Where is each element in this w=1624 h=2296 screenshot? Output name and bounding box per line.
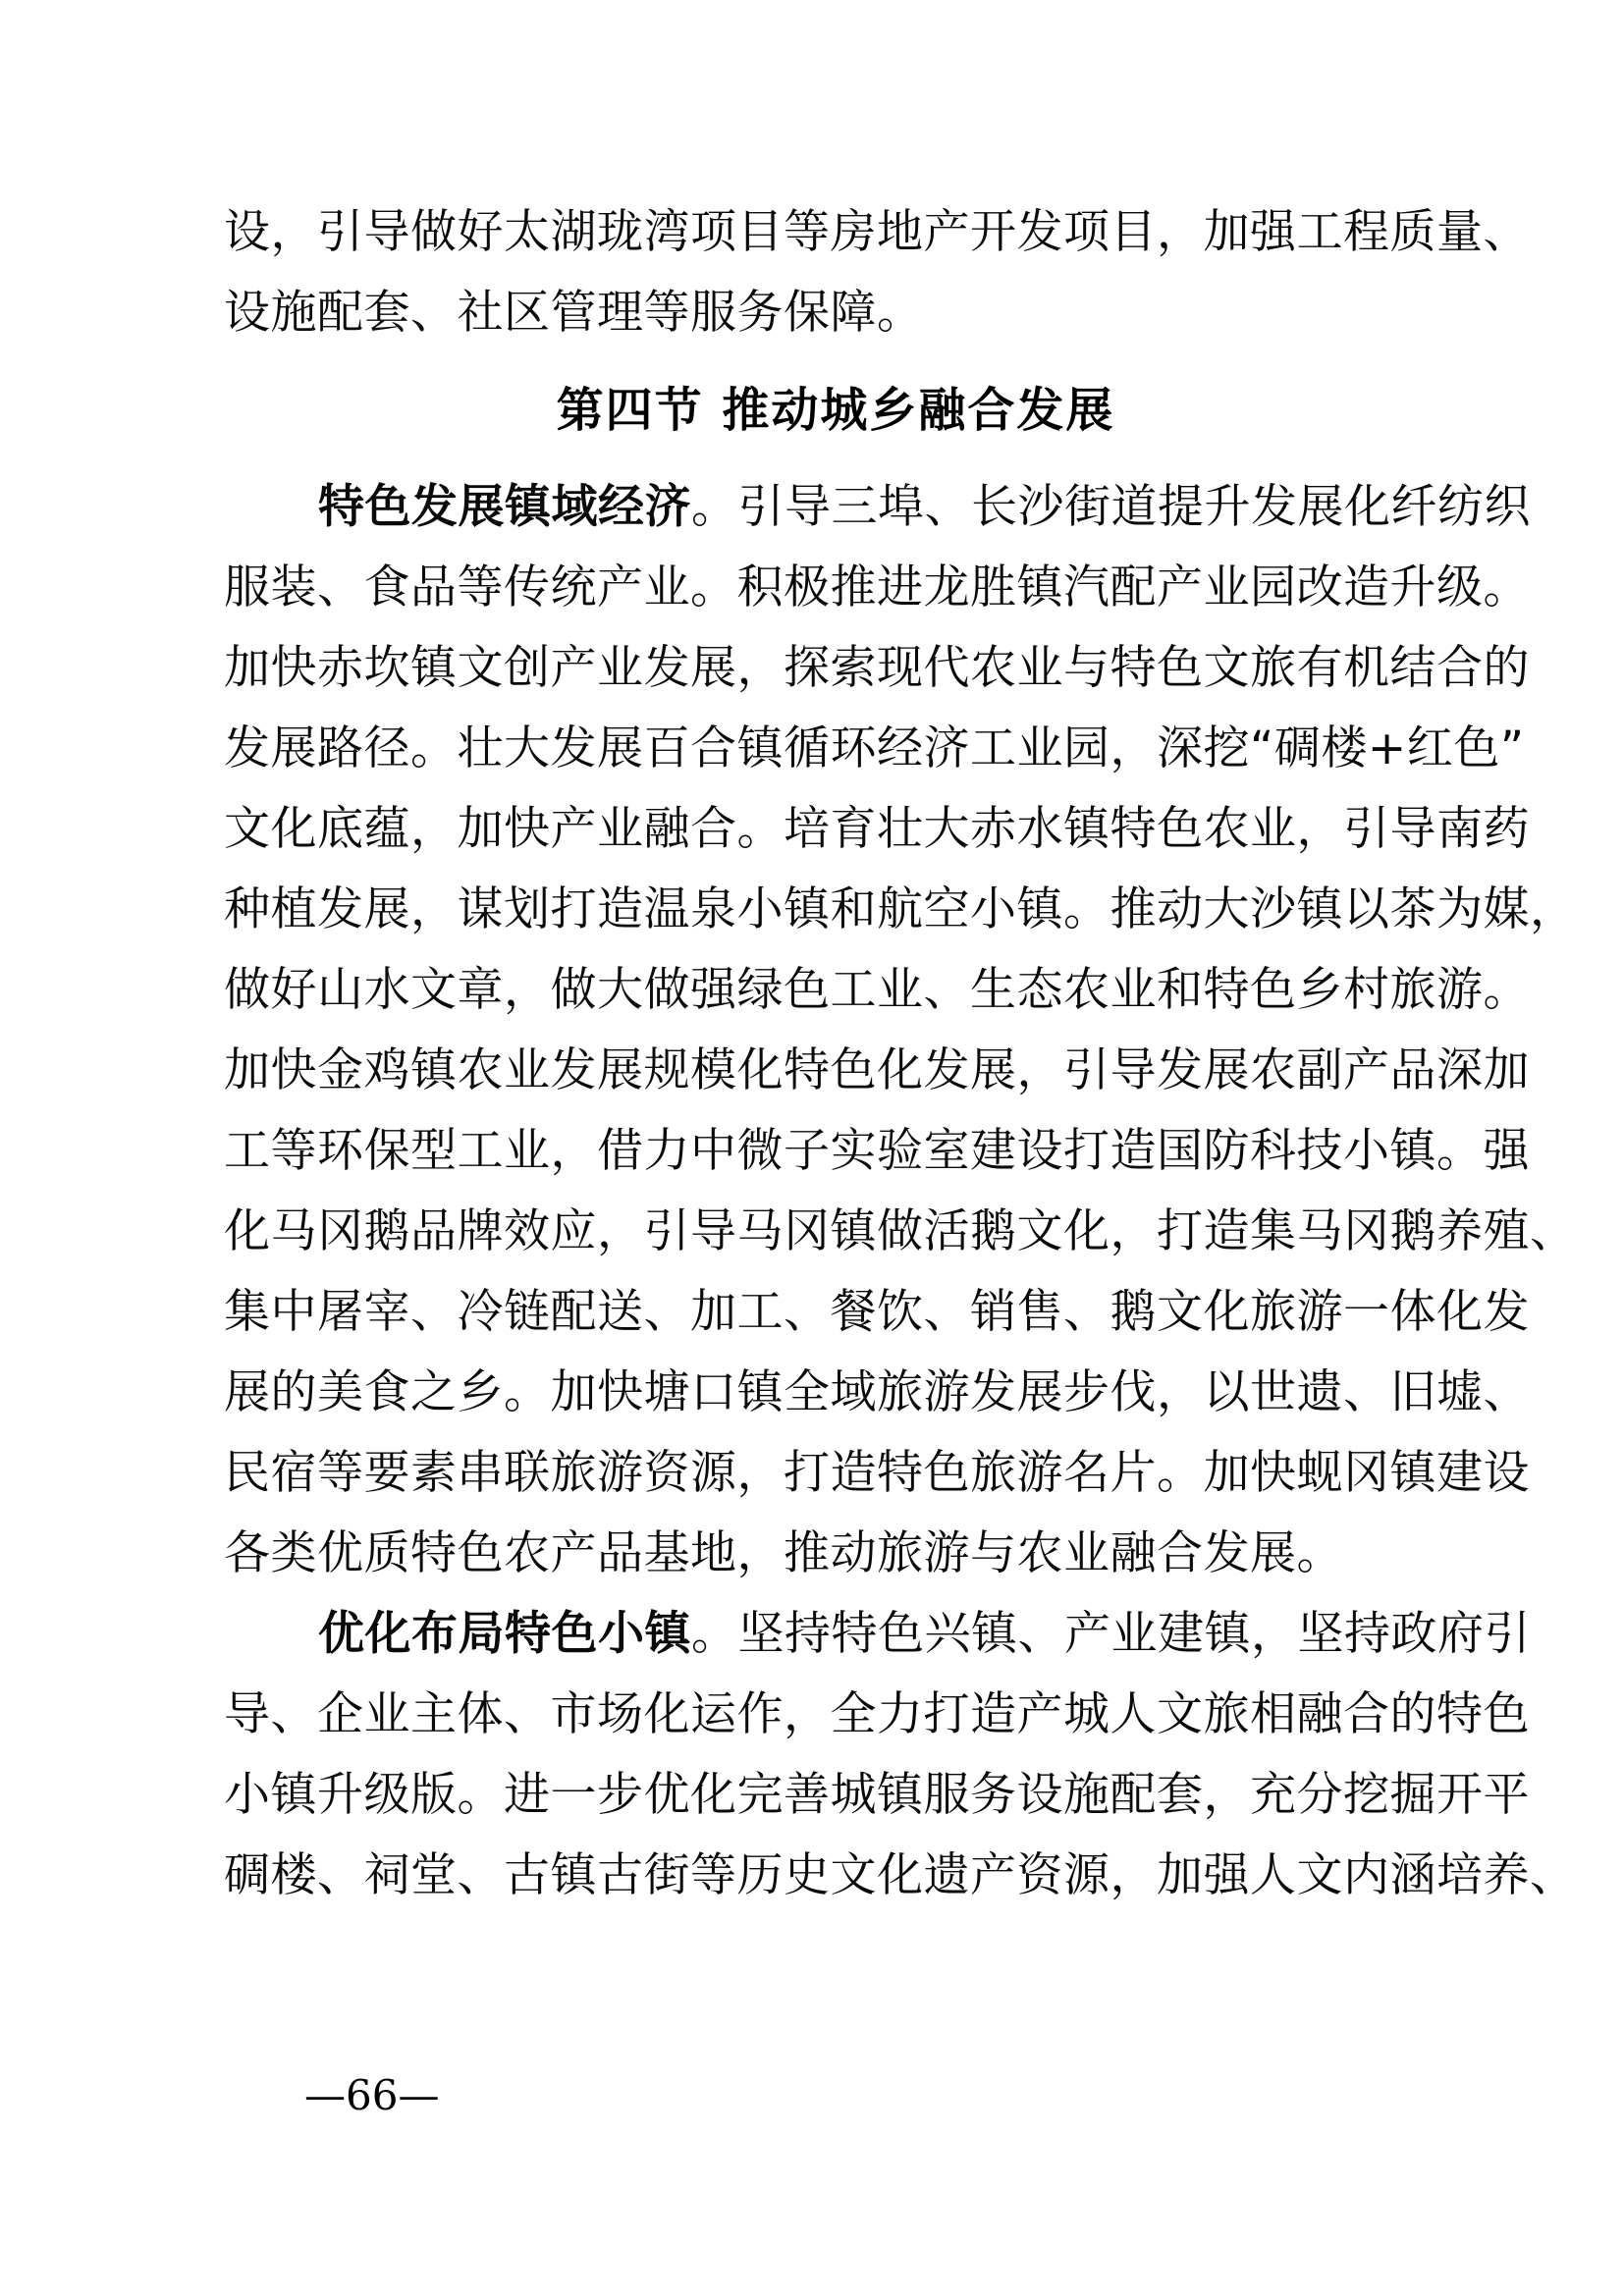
text-line: 发 展 路 径 。 壮 大 发 展 百 合 镇 循 环 经 济 工 业 园 ， 深 挖 “ 碉 楼 + 红 色 ” — [224, 721, 1525, 775]
text-line: 展 的 美 食 之 乡 。 加 快 塘 口 镇 全 域 旅 游 发 展 步 伐 ， 以 世 遗 、 旧 墟 、 — [224, 1365, 1530, 1419]
paragraph-youhua-buju-tese-xiaozhen — [224, 1594, 1577, 1916]
text-line: 工 等 环 保 型 工 业 ， 借 力 中 微 子 实 验 室 建 设 打 造 国 防 科 技 小 镇 。 强 — [224, 1124, 1530, 1178]
text-line: 集 中 屠 宰 、 冷 链 配 送 、 加 工 、 餐 饮 、 销 售 、 鹅 文 化 旅 游 一 体 化 发 — [224, 1285, 1530, 1339]
text-line: 做 好 山 水 文 章 ， 做 大 做 强 绿 色 工 业 、 生 态 农 业 和 特 色 乡 村 旅 游 。 — [224, 963, 1530, 1017]
text-line: 文 化 底 蕴 ， 加 快 产 业 融 合 。 培 育 壮 大 赤 水 镇 特 色 农 业 ， 引 导 南 药 — [224, 802, 1530, 856]
text-line: 服 装 、 食 品 等 传 统 产 业 。 积 极 推 进 龙 胜 镇 汽 配 产 业 园 改 造 升 级 。 — [224, 561, 1530, 614]
text-line: 民 宿 等 要 素 串 联 旅 游 资 源 ， 打 造 特 色 旅 游 名 片 。 加 快 蚬 冈 镇 建 设 — [224, 1446, 1530, 1500]
section-heading: 第四节 推动城乡融合发展 — [556, 383, 1115, 438]
page-footer — [224, 2061, 1447, 2130]
text-line: 化 马 冈 鹅 品 牌 效 应 ， 引 导 马 冈 镇 做 活 鹅 文 化 ， 打 造 集 马 冈 鹅 养 殖 、 — [224, 1204, 1577, 1258]
text-line: 加 快 金 鸡 镇 农 业 发 展 规 模 化 特 色 化 发 展 ， 引 导 发 展 农 副 产 品 深 加 — [224, 1043, 1530, 1097]
text-line: 种 植 发 展 ， 谋 划 打 造 温 泉 小 镇 和 航 空 小 镇 。 推 动 大 沙 镇 以 茶 为 媒 ， — [224, 882, 1577, 936]
text-line: 设 ， 引 导 做 好 太 湖 珑 湾 项 目 等 房 地 产 开 发 项 目 ， 加 强 工 程 质 量 、 — [224, 205, 1530, 259]
paragraph-continuation — [224, 192, 1530, 353]
text-line: 碉 楼 、 祠 堂 、 古 镇 古 街 等 历 史 文 化 遗 产 资 源 ， 加 强 人 文 内 涵 培 养 、 — [224, 1848, 1577, 1902]
text-line: 加 快 赤 坎 镇 文 创 产 业 发 展 ， 探 索 现 代 农 业 与 特 色 文 旅 有 机 结 合 的 — [224, 641, 1530, 695]
page-content — [224, 192, 1577, 1916]
text-line: 导 、 企 业 主 体 、 市 场 化 运 作 ， 全 力 打 造 产 城 人 文 旅 相 融 合 的 特 色 — [224, 1687, 1530, 1741]
text-line: 设施配套、社区管理等服务保障。 — [224, 286, 924, 340]
text-line: 各类优质特色农产品基地，推动旅游与农业融合发展。 — [224, 1526, 1343, 1580]
text-line: 优化布局特色小镇。坚持特色兴镇、产业建镇，坚持政府引 — [318, 1607, 1531, 1661]
page-number: —66— — [304, 2071, 440, 2119]
text-line: 特色发展镇域经济。引导三埠、长沙街道提升发展化纤纺织 — [318, 480, 1531, 534]
text-line: 小 镇 升 级 版 。 进 一 步 优 化 完 善 城 镇 服 务 设 施 配 套 ， 充 分 挖 掘 开 平 — [224, 1768, 1530, 1822]
paragraph-tese-fazhan-zhenyu-jingji — [224, 467, 1577, 1594]
